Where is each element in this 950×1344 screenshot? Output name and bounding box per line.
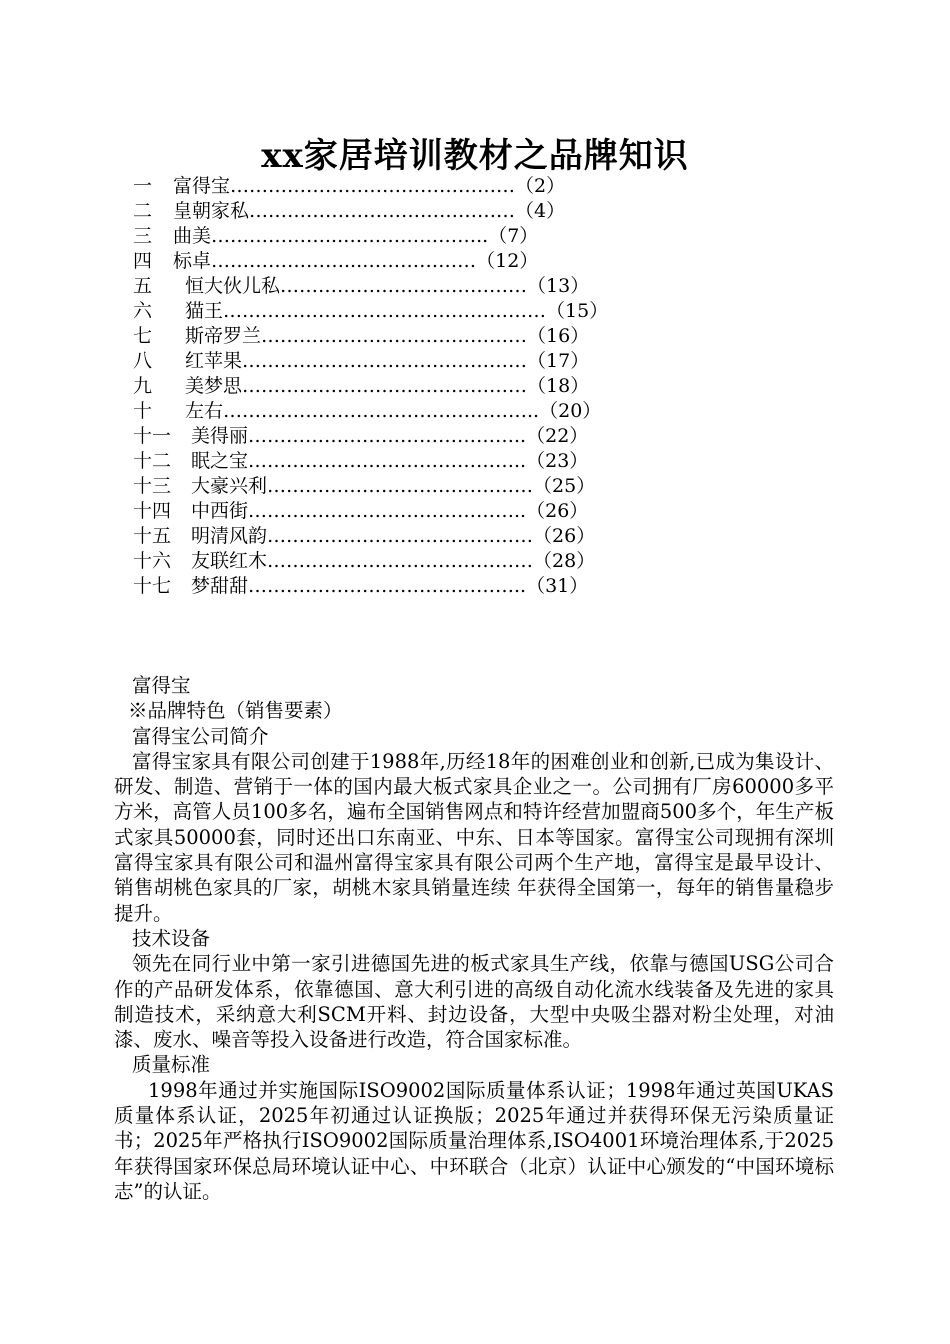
toc-entry-leader: …………………………………… <box>249 200 516 222</box>
toc-entry-number: 十六 <box>133 550 172 572</box>
toc-entry-number: 十五 <box>133 525 172 547</box>
section-body <box>114 673 834 1204</box>
toc-entry-page: （12） <box>476 250 539 272</box>
toc-entry <box>133 274 693 299</box>
toc-entry-leader: …………………………………… <box>261 325 528 347</box>
toc-entry <box>133 474 693 499</box>
toc-entry-page: （22） <box>526 425 589 447</box>
tech-paragraph: 领先在同行业中第一家引进德国先进的板式家具生产线，依靠与德国USG公司合作的产品研发体系，依靠德国、意大利引进的高级自动化流水线装备及先进的家具制造技术，采纳意大利SCM开料、封边设备，大型中央吸尘器对粉尘处理，对油漆、废水、噪音等投入设备进行改造，符合国家标准。 <box>114 952 834 1052</box>
toc-entry-leader: …………………………………… <box>267 475 534 497</box>
toc-entry <box>133 324 693 349</box>
toc-entry-page: （17） <box>527 350 590 372</box>
toc-entry-leader: ………………...………………….. <box>211 225 489 247</box>
toc-entry-leader: ……………………………………… <box>242 350 528 372</box>
toc-entry <box>133 549 693 574</box>
toc-entry-leader: …………………………………….. <box>248 450 527 472</box>
toc-entry-page: （26） <box>533 525 596 547</box>
toc-entry <box>133 399 693 424</box>
quality-heading: 质量标准 <box>132 1053 211 1077</box>
toc-entry-name: 曲美 <box>173 225 212 247</box>
toc-entry-name: 梦甜甜 <box>191 575 249 597</box>
toc-entry-leader: ………………………………………….. <box>223 400 540 422</box>
toc-entry-name: 明清风韵 <box>191 525 268 547</box>
toc-entry-name: 富得宝 <box>173 175 231 197</box>
toc-entry-leader: ……………………………………… <box>230 175 516 197</box>
toc-entry <box>133 574 693 599</box>
toc-entry-page: （13） <box>527 275 590 297</box>
toc-entry-number: 九 <box>133 375 153 397</box>
toc-entry <box>133 199 693 224</box>
toc-entry-number: 五 <box>133 275 153 297</box>
intro-paragraph: 富得宝家具有限公司创建于1988年,历经18年的困难创业和创新,已成为集设计、研发、制造、营销于一体的国内最大板式家具企业之一。公司拥有厂房60000多平方米，高管人员100多名，遍布全国销售网点和特许经营加盟商500多个，年生产板式家具50000套，同时还出口东南亚、中东、日本等国家。富得宝公司现拥有深圳富得宝家具有限公司和温州富得宝家具有限公司两个生产地，富得宝是最早设计、销售胡桃色家具的厂家，胡桃木家具销量连续 年获得全国第一，每年的销售量稳步提升。 <box>114 749 834 925</box>
toc-entry-name: 恒大伙儿私 <box>185 275 281 297</box>
toc-entry-leader: ……………………………………… <box>242 375 528 397</box>
toc-entry-number: 十七 <box>133 575 172 597</box>
features-heading: ※品牌特色（销售要素） <box>128 699 343 723</box>
toc-entry-leader: …………………………………………… <box>223 300 547 322</box>
toc-entry-page: （18） <box>527 375 590 397</box>
toc-entry-page: （16） <box>527 325 590 347</box>
toc-entry-leader: …………………………………….. <box>248 500 527 522</box>
toc-entry-leader: …………………………………….. <box>248 575 527 597</box>
toc-entry-number: 八 <box>133 350 153 372</box>
toc-entry-name: 斯帝罗兰 <box>185 325 262 347</box>
toc-entry-number: 十二 <box>133 450 172 472</box>
toc-entry-name: 大豪兴利 <box>191 475 268 497</box>
toc-entry-page: （4） <box>515 200 566 222</box>
document-title: xx家居培训教材之品牌知识 <box>261 136 689 176</box>
toc-entry <box>133 449 693 474</box>
toc-entry-name: 美得丽 <box>191 425 249 447</box>
toc-entry-page: （31） <box>526 575 589 597</box>
toc-entry-name: 猫王 <box>185 300 224 322</box>
toc-entry-page: （23） <box>526 450 589 472</box>
toc-entry <box>133 524 693 549</box>
toc-entry-page: （26） <box>526 500 589 522</box>
toc-entry-number: 十四 <box>133 500 172 522</box>
toc-entry-name: 左右 <box>185 400 224 422</box>
toc-entry-leader: ………………………………… <box>280 275 528 297</box>
toc-entry-number: 六 <box>133 300 153 322</box>
toc-entry-page: （20） <box>539 400 602 422</box>
toc-entry-number: 四 <box>133 250 153 272</box>
toc-entry-leader: …………………...……………… <box>211 250 477 272</box>
toc-entry-name: 中西街 <box>191 500 249 522</box>
toc-entry-page: （25） <box>533 475 596 497</box>
toc-entry-number: 十 <box>133 400 153 422</box>
toc-entry-number: 一 <box>133 175 153 197</box>
tech-heading: 技术设备 <box>132 926 211 950</box>
table-of-contents <box>133 174 693 599</box>
toc-entry-page: （7） <box>488 225 539 247</box>
toc-entry-name: 友联红木 <box>191 550 268 572</box>
intro-heading: 富得宝公司简介 <box>132 724 269 748</box>
toc-entry-leader: …………………………………….. <box>248 425 527 447</box>
toc-entry-leader: …………………………………… <box>267 550 534 572</box>
toc-entry-number: 十三 <box>133 475 172 497</box>
toc-entry <box>133 174 693 199</box>
toc-entry <box>133 499 693 524</box>
toc-entry <box>133 249 693 274</box>
toc-entry-page: （15） <box>546 300 609 322</box>
toc-entry <box>133 224 693 249</box>
toc-entry-page: （2） <box>515 175 566 197</box>
toc-entry-name: 皇朝家私 <box>173 200 250 222</box>
quality-paragraph: 1998年通过并实施国际ISO9002国际质量体系认证；1998年通过英国UKAS质量体系认证，2025年初通过认证换版；2025年通过并获得环保无污染质量证书；2025年严格执行ISO9002国际质量治理体系,ISO4001环境治理体系,于2025年获得国家环保总局环境认证中心、中环联合（北京）认证中心颁发的“中国环境标志”的认证。 <box>114 1078 834 1203</box>
toc-entry-name: 眠之宝 <box>191 450 249 472</box>
toc-entry-number: 十一 <box>133 425 172 447</box>
toc-entry <box>133 424 693 449</box>
toc-entry-page: （28） <box>533 550 596 572</box>
toc-entry-name: 红苹果 <box>185 350 243 372</box>
toc-entry-number: 三 <box>133 225 153 247</box>
toc-entry-name: 标卓 <box>173 250 212 272</box>
toc-entry-name: 美梦思 <box>185 375 243 397</box>
toc-entry <box>133 349 693 374</box>
toc-entry <box>133 299 693 324</box>
brand-heading: 富得宝 <box>132 674 191 697</box>
toc-entry-leader: …………………………………… <box>267 525 534 547</box>
toc-entry-number: 七 <box>133 325 153 347</box>
toc-entry <box>133 374 693 399</box>
toc-entry-number: 二 <box>133 200 153 222</box>
